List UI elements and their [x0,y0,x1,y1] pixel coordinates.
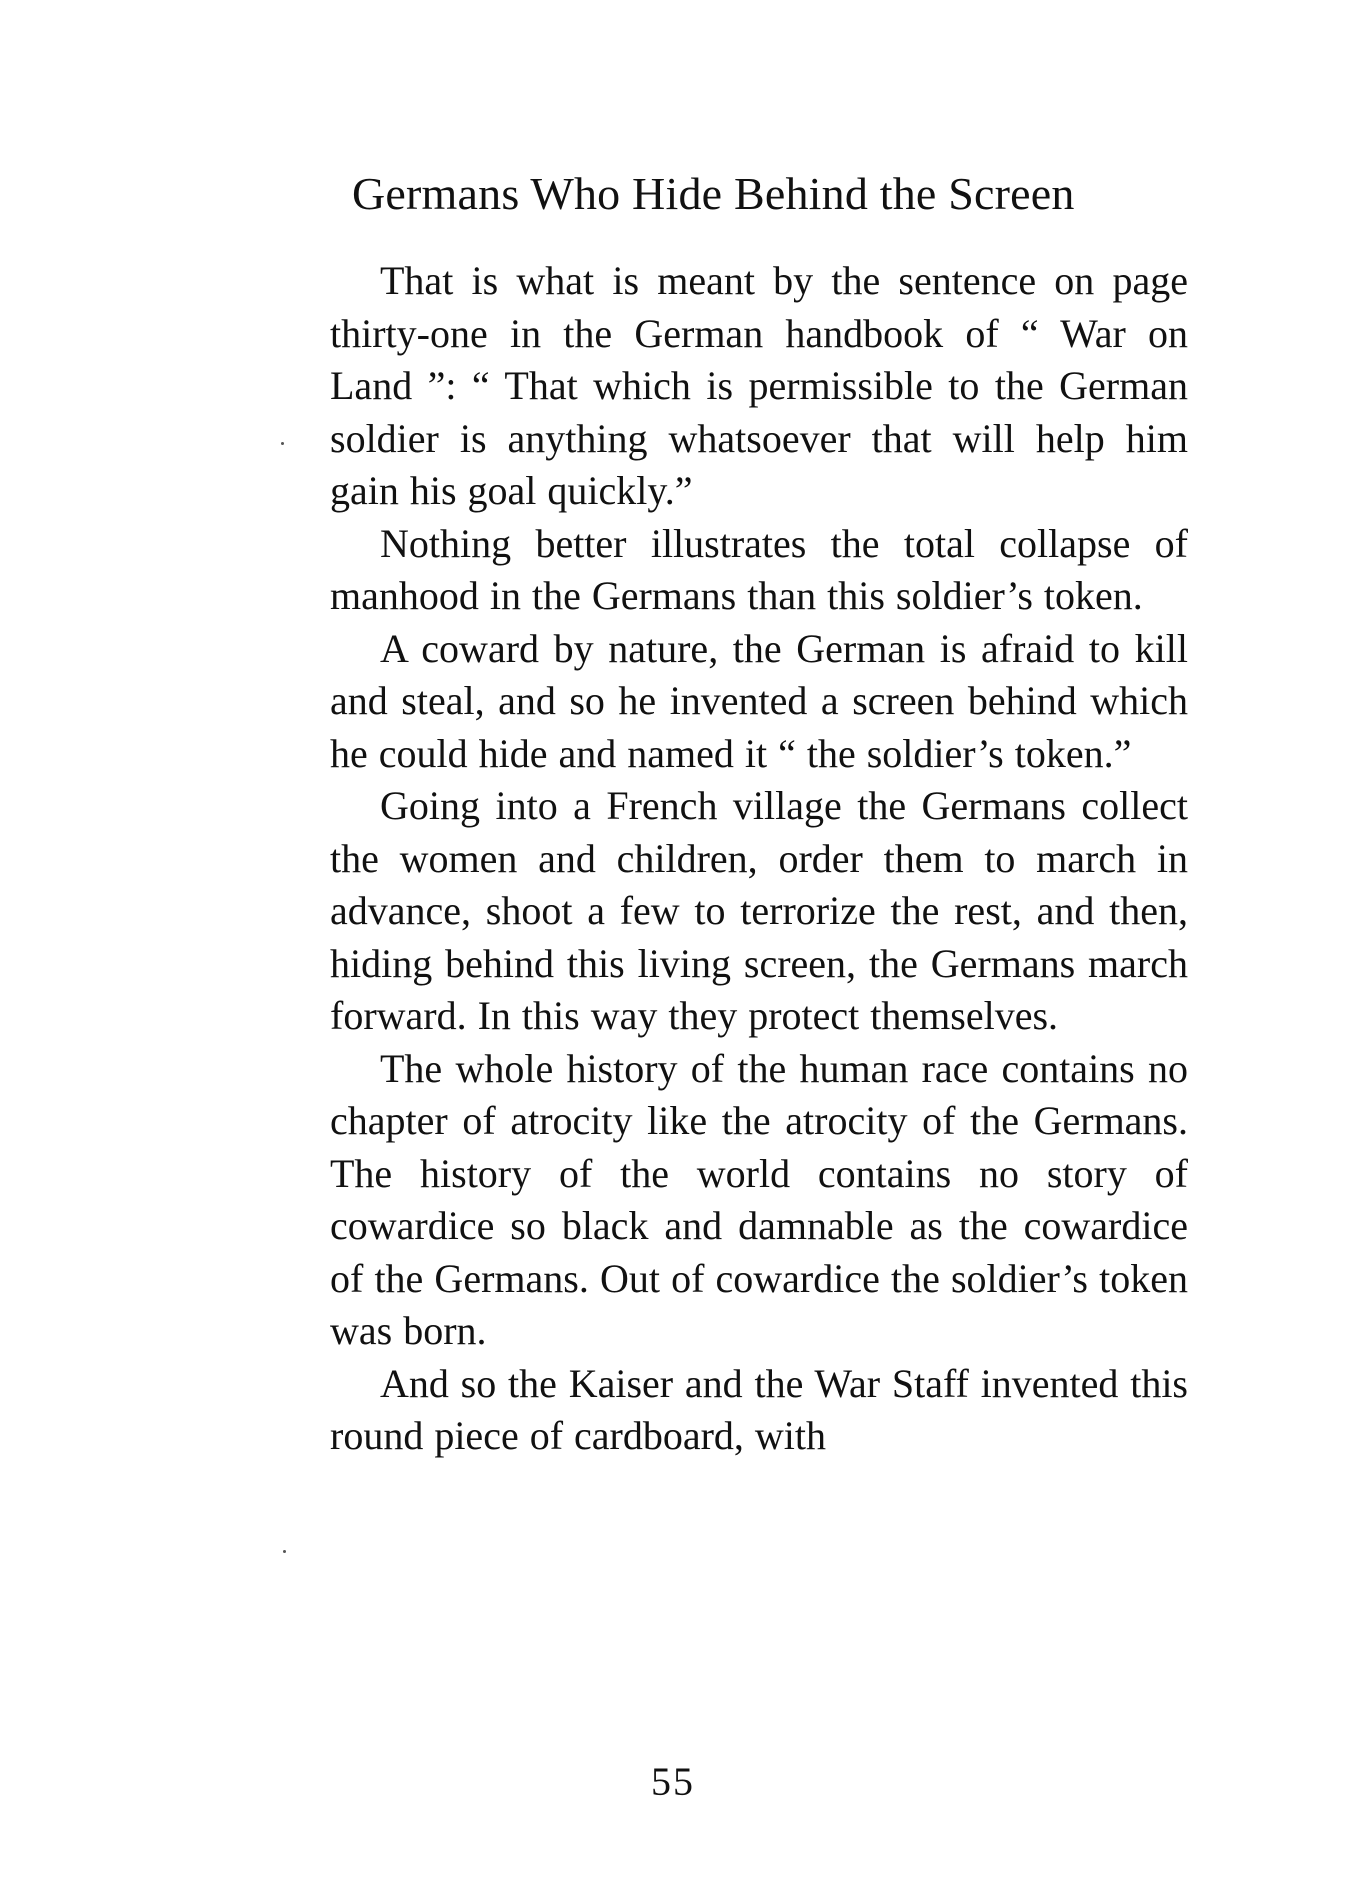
paragraph-2: Nothing better illustrates the total collapse of manhood in the Germans than this soldier’s token. [330,520,1188,618]
paragraph-1: That is what is meant by the sentence on page thirty-one in the German handbook of “ War on Land ”: “ That which is permissible to the German soldier is anything whatsoever that will help him gain his goal quickly.” [330,258,1188,513]
paragraph-6: And so the Kaiser and the War Staff invented this round piece of cardboard, with [330,1360,1188,1458]
body-text [330,255,1188,1463]
paragraph-3: A coward by nature, the German is afraid to kill and steal, and so he invented a screen behind which he could hide and named it “ the soldier’s token.” [330,625,1188,776]
scan-speck [283,1550,286,1553]
paragraph-4: Going into a French village the Germans collect the women and children, order them to march in advance, shoot a few to terrorize the rest, and then, hiding behind this living screen, the Germans march forward. In this way they protect themselves. [330,783,1188,1038]
running-head: Germans Who Hide Behind the Screen [352,168,1075,219]
scan-speck [281,442,284,445]
paragraph-5: The whole history of the human race contains no chapter of atrocity like the atrocity of the Germans. The history of the world contains no story of cowardice so black and damnable as the cowardice of the Germans. Out of cowardice the soldier’s token was born. [330,1045,1188,1353]
page-number: 55 [651,1759,695,1804]
